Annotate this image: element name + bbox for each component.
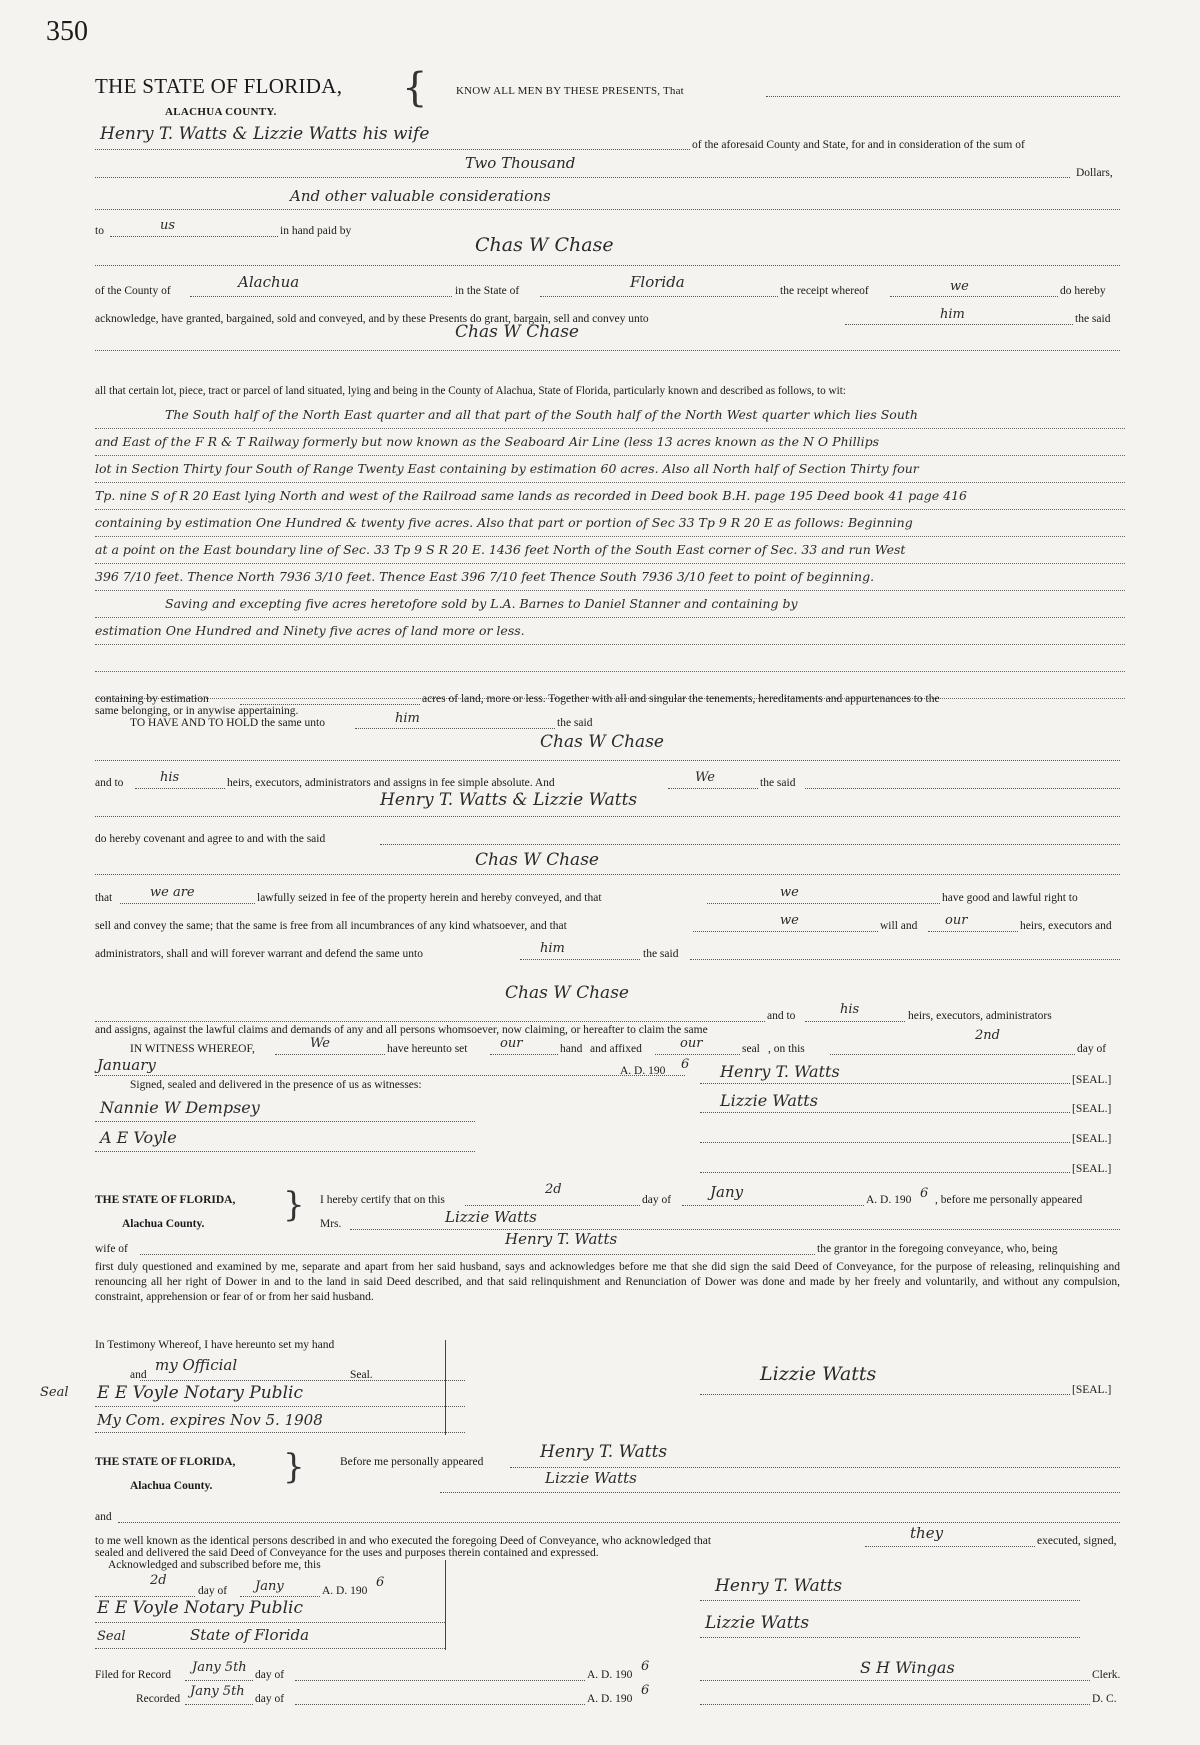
cert2-county: Alachua County. [130,1480,213,1492]
mrs-label: Mrs. [320,1218,342,1230]
heirs-executors-label: heirs, executors, administrators [908,1010,1052,1022]
to-label: to [95,225,104,237]
fill-line [700,1637,1080,1638]
know-all-text: KNOW ALL MEN BY THESE PRESENTS, That [456,85,684,97]
grantee-name: Chas W Chase [455,322,579,342]
sell-our: our [945,913,968,928]
amount-written: Two Thousand [465,154,576,172]
day-of-label: day of [255,1669,285,1681]
fill-line [700,1394,1070,1395]
cert2-they: they [910,1524,944,1542]
and-label: and [130,1369,147,1381]
day-of-label: day of [1077,1043,1107,1055]
fill-line [707,903,940,904]
seal-mark: [SEAL.] [1072,1384,1112,1396]
warrant-text: administrators, shall and will forever warrant and defend the same unto [95,948,423,960]
cert2-name2: Lizzie Watts [545,1469,637,1487]
covenant-text: do hereby covenant and agree to and with the said [95,833,326,845]
fill-line [295,1704,585,1705]
fill-line [440,1492,1120,1493]
cert1-body: first duly questioned and examined by me, separate and apart from her said husband, says and acknowledges before me that she did sign the said Deed of Conveyance, for the purpose of releasing, relinquishing and renouncing all her right of Dower in and to the land in said Deed described, and that said relinquishment and Renunciation of Dower was done and made by her freely and voluntarily, and without any compulsion, constraint, apprehension or fear of or from her said husband. [95,1261,1120,1303]
fill-line [805,788,1120,789]
receipt-value: we [950,279,969,294]
fill-line [510,1467,1120,1468]
heirs-we: We [695,770,715,785]
ad-label: A. D. 190 [866,1194,912,1206]
cert2-body: to me well known as the identical persons described in and who executed the foregoing Deed of Conveyance, who acknowledged that [95,1535,712,1547]
description-line [95,645,1125,672]
fill-line [655,1054,740,1055]
filed-label: Filed for Record [95,1669,172,1681]
will-and-label: will and [880,920,918,932]
fill-line [185,1680,253,1681]
cert1-month: Jany [710,1183,744,1201]
the-said-label: the said [557,717,593,729]
fill-line [928,931,1018,932]
fill-line [140,1380,465,1381]
fill-line [95,209,1120,210]
cert2-month: Jany [255,1579,284,1594]
witness-day: 2nd [975,1028,1000,1043]
habendum-grantee: Chas W Chase [540,732,664,752]
heirs-text: heirs, executors, administrators and assigns in fee simple absolute. And [227,777,555,789]
ad-label: A. D. 190 [587,1693,633,1705]
filed-year: 6 [641,1659,650,1674]
hereunto-text: have hereunto set [387,1043,468,1055]
cert1-day: 2d [545,1182,562,1197]
state-heading: THE STATE OF FLORIDA, [95,74,343,98]
witness-signature: A E Voyle [100,1128,177,1147]
the-said-label: the said [643,948,679,960]
fill-line [700,1680,1090,1681]
cert2-name1: Henry T. Watts [540,1442,668,1462]
day-of-label: day of [198,1585,228,1597]
fill-line [700,1600,1080,1601]
signature-grantor-2: Lizzie Watts [720,1091,818,1110]
fill-line [700,1112,1070,1113]
and-to-label: and to [767,1010,796,1022]
receipt-label: the receipt whereof [780,285,869,297]
cert1-notary: E E Voyle Notary Public [97,1383,303,1403]
dc-label: D. C. [1092,1693,1117,1705]
cert1-husband: Henry T. Watts [505,1230,618,1248]
covenant-grantee: Chas W Chase [475,850,599,870]
fill-line [693,931,878,932]
seal-word: Seal. [350,1369,373,1381]
fill-line [95,265,1120,266]
description-line: estimation One Hundred and Ninety five acres of land more or less. [95,618,1125,645]
seal-mark: [SEAL.] [1072,1074,1112,1086]
notary-seal-mark: Seal [40,1385,69,1400]
on-this-label: , on this [768,1043,805,1055]
all-that-text: all that certain lot, piece, tract or parcel of land situated, lying and being in the County of Alachua, State of Florida, particularly known and described as follows, to wit: [95,385,846,397]
cert1-official: my Official [155,1356,238,1374]
sell-text: sell and convey the same; that the same is free from all incumbrances of any kind whatsoever, and that [95,920,567,932]
page-number: 350 [46,16,88,47]
fill-line [865,1546,1035,1547]
cert2-seal-mark: Seal [97,1629,126,1644]
cert2-notary: E E Voyle Notary Public [97,1598,303,1618]
day-of-label: day of [642,1194,672,1206]
cert2-before: Before me personally appeared [340,1456,484,1468]
affixed-label: and affixed [590,1043,642,1055]
dollars-text: Dollars, [1076,167,1113,179]
fill-line [95,1432,465,1433]
fill-line [668,788,758,789]
cert2-body2: sealed and delivered the said Deed of Conveyance for the uses and purposes therein contained and expressed. [95,1547,599,1559]
recorded-year: 6 [641,1683,650,1698]
heirs-executors-label: heirs, executors and [1020,920,1112,932]
clerk-signature: S H Wingas [860,1658,955,1677]
brace: } [283,1447,305,1487]
fill-line [766,96,1120,97]
cert2-state: THE STATE OF FLORIDA, [95,1456,236,1468]
fill-line [95,1021,765,1022]
fill-line [135,788,225,789]
cert1-mrs: Lizzie Watts [445,1208,537,1226]
cert1-expires: My Com. expires Nov 5. 1908 [97,1411,323,1429]
description-line: lot in Section Thirty four South of Range Twenty East containing by estimation 60 acres. Also all North half of Section Thirty four [95,456,1125,483]
witness-month: January [97,1056,156,1074]
fill-line [95,149,690,150]
habendum-unto: him [395,711,420,726]
fill-line [95,350,1120,351]
fill-line [700,1083,1070,1084]
wife-of-label: wife of [95,1243,128,1255]
fill-line [845,324,1073,325]
that-label: that [95,892,113,904]
hand-label: hand [560,1043,583,1055]
cert1-signature: Lizzie Watts [760,1363,877,1385]
fill-line [890,296,1058,297]
consideration-text: of the aforesaid County and State, for and in consideration of the sum of [692,139,1025,151]
the-said-label: the said [1075,313,1111,325]
seal-label: seal [742,1043,760,1055]
cert2-signature-2: Lizzie Watts [705,1613,810,1633]
seized-text: lawfully seized in fee of the property herein and hereby conveyed, and that [257,892,602,904]
fill-line [350,1229,1120,1230]
in-state-label: in the State of [455,285,520,297]
appertaining-text: same belonging, or in anywise appertaining. [95,705,299,717]
and-label: and [95,1511,112,1523]
cert2-signature-1: Henry T. Watts [715,1576,843,1596]
brace-rule [445,1340,446,1435]
fill-line [700,1704,1090,1705]
testimony-text: In Testimony Whereof, I have hereunto set my hand [95,1339,335,1351]
cert1-county: Alachua County. [122,1218,205,1230]
unto-value: him [940,307,965,322]
and-to-label: and to [95,777,124,789]
recorded-label: Recorded [136,1693,181,1705]
fill-line [140,1254,815,1255]
that-we: we [780,885,799,900]
fill-line [355,728,555,729]
fill-line [95,177,1070,178]
containing-text: containing by estimation [95,693,209,705]
fill-line [190,296,452,297]
acres-text: acres of land, more or less. Together with all and singular the tenements, hereditaments and appurtenances to the [422,693,940,705]
fill-line [110,236,278,237]
fill-line [240,1596,320,1597]
cert2-day: 2d [150,1573,167,1588]
fill-line [95,816,1120,817]
fill-line [95,1075,685,1076]
seal-mark: [SEAL.] [1072,1133,1112,1145]
witness-text: IN WITNESS WHEREOF, [130,1043,255,1055]
grant-text: acknowledge, have granted, bargained, sold and conveyed, and by these Presents do grant, bargain, sell and convey unto [95,313,649,325]
grantor-text: the grantor in the foregoing conveyance, who, being [817,1243,1058,1255]
seal-mark: [SEAL.] [1072,1163,1112,1175]
fill-line [120,903,255,904]
fill-line [700,1172,1070,1173]
assigns-text: and assigns, against the lawful claims and demands of any and all persons whomsoever, now claiming, or hereafter to claim the same [95,1024,708,1036]
warrant-his: his [840,1002,860,1017]
executed-label: executed, signed, [1037,1535,1117,1547]
description-line: at a point on the East boundary line of Sec. 33 Tp 9 S R 20 E. 1436 feet North of the South East corner of Sec. 33 and run West [95,537,1125,564]
fill-line [380,844,1120,845]
ad-label: A. D. 190 [587,1669,633,1681]
filed-date: Jany 5th [192,1660,247,1675]
brace-rule [445,1560,446,1650]
warrant-grantee: Chas W Chase [505,983,629,1003]
to-value: us [160,218,176,233]
fill-line [95,1406,465,1407]
fill-line [95,1648,445,1649]
fill-line [490,1054,558,1055]
witness-our2: our [680,1036,703,1051]
ad-label: A. D. 190 [620,1065,666,1077]
grantors-name: Henry T. Watts & Lizzie Watts his wife [100,124,430,144]
witness-signature: Nannie W Dempsey [100,1098,260,1117]
the-said-label: the said [760,777,796,789]
fill-line [682,1205,864,1206]
signed-text: Signed, sealed and delivered in the presence of us as witnesses: [130,1079,422,1091]
day-of-label: day of [255,1693,285,1705]
fill-line [520,959,640,960]
brace: } [283,1185,305,1225]
good-right-text: have good and lawful right to [942,892,1078,904]
county-value: Alachua [238,273,300,291]
fill-line [295,1680,585,1681]
legal-description [95,402,1125,699]
description-line: containing by estimation One Hundred & twenty five acres. Also that part or portion of Sec 33 Tp 9 R 20 E as follows: Beginning [95,510,1125,537]
heirs-grantors: Henry T. Watts & Lizzie Watts [380,790,638,810]
witness-year: 6 [681,1057,690,1072]
fill-line [700,1142,1070,1143]
fill-line [275,1054,385,1055]
sell-we: we [780,913,799,928]
recorded-date: Jany 5th [190,1684,245,1699]
do-hereby-label: do hereby [1060,285,1106,297]
cert1-certify: I hereby certify that on this [320,1194,445,1206]
witness-we: We [310,1036,330,1051]
clerk-label: Clerk. [1092,1669,1121,1681]
cert1-state: THE STATE OF FLORIDA, [95,1194,236,1206]
fill-line [95,1151,475,1152]
fill-line [830,1054,1075,1055]
description-line: 396 7/10 feet. Thence North 7936 3/10 feet. Thence East 396 7/10 feet Thence South 7936 3/10 feet to point of beginning. [95,564,1125,591]
fill-line [690,959,1120,960]
ad-label: A. D. 190 [322,1585,368,1597]
witness-our: our [500,1036,523,1051]
cert1-year: 6 [920,1186,929,1201]
fill-line [118,1522,1120,1523]
fill-line [95,874,1120,875]
description-line: The South half of the North East quarter and all that part of the South half of the North West quarter which lies South [95,402,1125,429]
ack-text: Acknowledged and subscribed before me, this [108,1559,321,1571]
seal-mark: [SEAL.] [1072,1103,1112,1115]
fill-line [95,760,1120,761]
fill-line [465,1205,640,1206]
description-line: and East of the F R & T Railway formerly but now known as the Seaboard Air Line (less 13 acres known as the N O Phillips [95,429,1125,456]
of-county-label: of the County of [95,285,171,297]
fill-line [95,1622,445,1623]
habendum-text: TO HAVE AND TO HOLD the same unto [130,717,325,729]
warrant-him: him [540,941,565,956]
fill-line [95,1121,475,1122]
other-consideration: And other valuable considerations [290,187,551,205]
before-me-label: , before me personally appeared [935,1194,1083,1206]
description-line: Tp. nine S of R 20 East lying North and west of the Railroad same lands as recorded in Deed book B.H. page 195 Deed book 41 page 416 [95,483,1125,510]
brace: { [402,65,428,111]
state-value: Florida [630,273,685,291]
fill-line [540,296,778,297]
signature-grantor-1: Henry T. Watts [720,1062,840,1081]
hand-paid-label: in hand paid by [280,225,352,237]
description-line: Saving and excepting five acres heretofore sold by L.A. Barnes to Daniel Stanner and containing by [95,591,1125,618]
payer-name: Chas W Chase [475,234,614,256]
that-we-are: we are [150,885,195,900]
county-heading: ALACHUA COUNTY. [165,106,277,118]
fill-line [805,1021,905,1022]
heirs-his: his [160,770,180,785]
fill-line [185,1704,253,1705]
cert2-state-hw: State of Florida [190,1626,310,1644]
fill-line [95,1596,195,1597]
cert2-year: 6 [376,1575,385,1590]
